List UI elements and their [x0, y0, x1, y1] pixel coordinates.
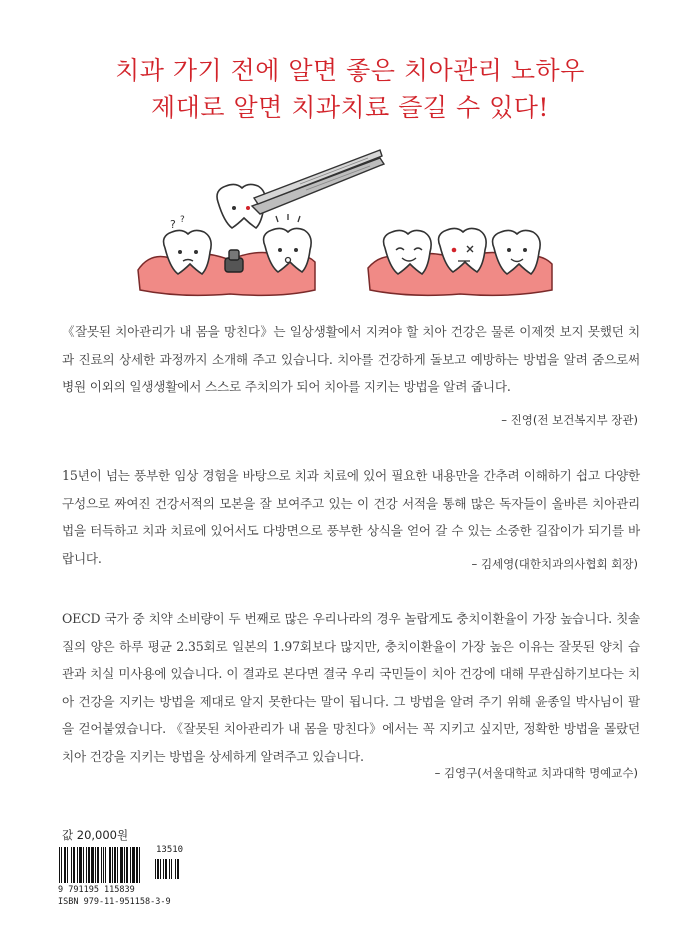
barcode-number: 9 791195 115839: [58, 885, 135, 895]
implant-post: [225, 250, 243, 272]
tooth-left-surprised: [264, 214, 312, 272]
svg-text:?: ?: [180, 215, 185, 225]
svg-text:?: ?: [170, 218, 176, 231]
teeth-illustration: [130, 140, 560, 310]
headline-line-2: 제대로 알면 치과치료 즐길 수 있다!: [151, 93, 549, 122]
review-3-attribution: – 김영구(서울대학교 치과대학 명예교수): [434, 766, 638, 780]
isbn-text: ISBN 979-11-951158-3-9: [58, 897, 171, 907]
price-label: 값 20,000원: [62, 828, 129, 842]
review-1: [62, 318, 640, 401]
tooth-left-confused: [164, 215, 212, 274]
review-3-text: OECD 국가 중 치약 소비량이 두 번째로 많은 우리나라의 경우 놀랍게도 충치이환율이 가장 높습니다. 칫솔질의 양은 하루 평균 2.35회로 일본의 1.97회보다 많지만, 충치이환율이 가장 높은 이유는 잘못된 양치 습관과 치실 미사용에 있습니다. 이 결과로 본다면 결국 우리 국민들이 치아 건강에 대해 무관심하기보다는 치아 건강을 지키는 방법을 제대로 알지 못한다는 말이 됩니다. 그 방법을 알려 주기 위해 윤종일 박사님이 팔을 걷어붙였습니다. 《잘못된 치아관리가 내 몸을 망친다》에서는 꼭 지키고 싶지만, 정확한 방법을 몰랐던 치아 건강을 지키는 방법을 상세하게 알려주고 있습니다.: [62, 611, 640, 764]
review-1-text: 《잘못된 치아관리가 내 몸을 망친다》는 일상생활에서 지켜야 할 치아 건강은 물론 이제껏 보지 못했던 치과 진료의 상세한 과정까지 소개해 주고 있습니다. 치아를 건강하게 돌보고 예방하는 방법을 알려 줌으로써 병원 이외의 일생생활에서 스스로 주치의가 되어 치아를 지키는 방법을 알려 줍니다.: [62, 324, 640, 394]
headline: [0, 52, 700, 126]
headline-line-1: 치과 가기 전에 알면 좋은 치아관리 노하우: [115, 56, 585, 85]
review-1-attribution: – 진영(전 보건복지부 장관): [501, 413, 638, 427]
review-2-attribution: – 김세영(대한치과의사협회 회장): [471, 557, 638, 571]
isbn-barcode: [58, 845, 188, 910]
barcode-addon-number: 13510: [156, 845, 184, 855]
review-3: [62, 605, 640, 770]
review-2-text: 15년이 넘는 풍부한 임상 경험을 바탕으로 치과 치료에 있어 필요한 내용만을 간추려 이해하기 쉽고 다양한 구성으로 짜여진 건강서적의 모본을 잘 보여주고 있는 이 건강 서적을 통해 많은 독자들이 올바른 치아관리법을 터득하고 치과 치료에 있어서도 다방면으로 풍부한 상식을 얻어 갈 수 있는 소중한 길잡이가 되기를 바랍니다.: [62, 468, 640, 566]
barcode-addon-bars: [154, 859, 188, 879]
tweezers: [252, 150, 384, 214]
